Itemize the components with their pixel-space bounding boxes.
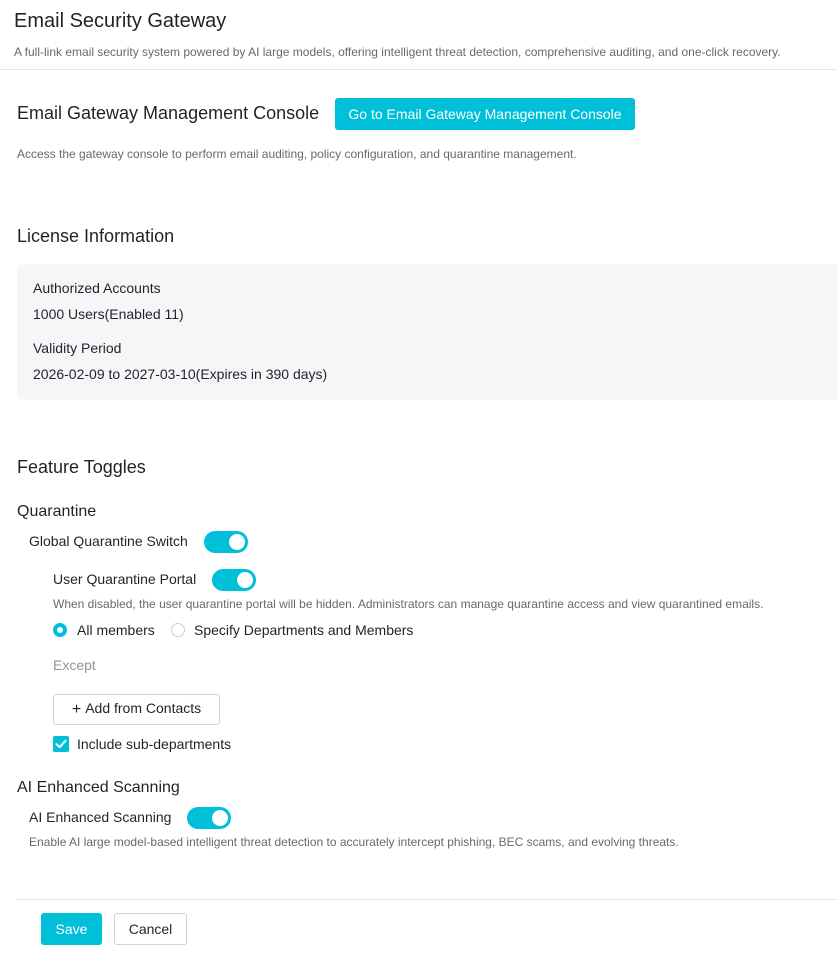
global-quarantine-toggle[interactable] (204, 531, 248, 553)
cancel-button[interactable]: Cancel (114, 913, 187, 945)
save-button[interactable]: Save (41, 913, 102, 945)
toggle-knob (229, 534, 245, 550)
plus-icon: + (71, 701, 82, 718)
radio-all-members-label[interactable]: All members (77, 622, 155, 638)
check-icon (53, 736, 69, 752)
console-description: Access the gateway console to perform email auditing, policy configuration, and quarantine management. (17, 147, 577, 161)
portal-hint: When disabled, the user quarantine portal will be hidden. Administrators can manage quarantine access and view quarantined emails. (53, 597, 764, 611)
user-quarantine-portal-label: User Quarantine Portal (53, 571, 197, 587)
authorized-accounts-value: 1000 Users(Enabled 11) (33, 306, 184, 322)
radio-specify-departments-label[interactable]: Specify Departments and Members (194, 622, 414, 638)
validity-period-value: 2026-02-09 to 2027-03-10(Expires in 390 days) (33, 366, 328, 382)
console-section-title: Email Gateway Management Console (17, 103, 320, 123)
validity-period-label: Validity Period (33, 340, 122, 356)
header-divider (0, 69, 837, 70)
feature-toggles-title: Feature Toggles (17, 457, 146, 477)
license-info-panel (17, 264, 837, 400)
toggle-knob (237, 572, 253, 588)
page-title: Email Security Gateway (14, 10, 227, 32)
global-quarantine-switch-label: Global Quarantine Switch (29, 533, 188, 549)
include-sub-departments-checkbox[interactable] (53, 736, 69, 752)
ai-scanning-switch-label: AI Enhanced Scanning (29, 809, 172, 825)
toggle-knob (212, 810, 228, 826)
add-from-contacts-label: Add from Contacts (85, 700, 202, 716)
go-to-console-button[interactable]: Go to Email Gateway Management Console (335, 98, 635, 130)
ai-scanning-group-title: AI Enhanced Scanning (17, 779, 180, 796)
radio-specify-departments[interactable] (171, 623, 185, 637)
ai-scanning-hint: Enable AI large model-based intelligent threat detection to accurately intercept phishing, BEC scams, and evolving threats. (29, 835, 679, 849)
add-from-contacts-button[interactable] (53, 694, 220, 725)
user-quarantine-portal-toggle[interactable] (212, 569, 256, 591)
radio-all-members[interactable] (53, 623, 67, 637)
footer-divider (17, 899, 837, 900)
license-section-title: License Information (17, 226, 175, 246)
include-sub-departments-label[interactable]: Include sub-departments (77, 736, 232, 752)
except-label: Except (53, 657, 96, 673)
quarantine-group-title: Quarantine (17, 503, 97, 520)
ai-scanning-toggle[interactable] (187, 807, 231, 829)
authorized-accounts-label: Authorized Accounts (33, 280, 161, 296)
page-subtitle: A full-link email security system powered by AI large models, offering intelligent threat detection, comprehensive auditing, and one-click recovery. (14, 45, 781, 59)
